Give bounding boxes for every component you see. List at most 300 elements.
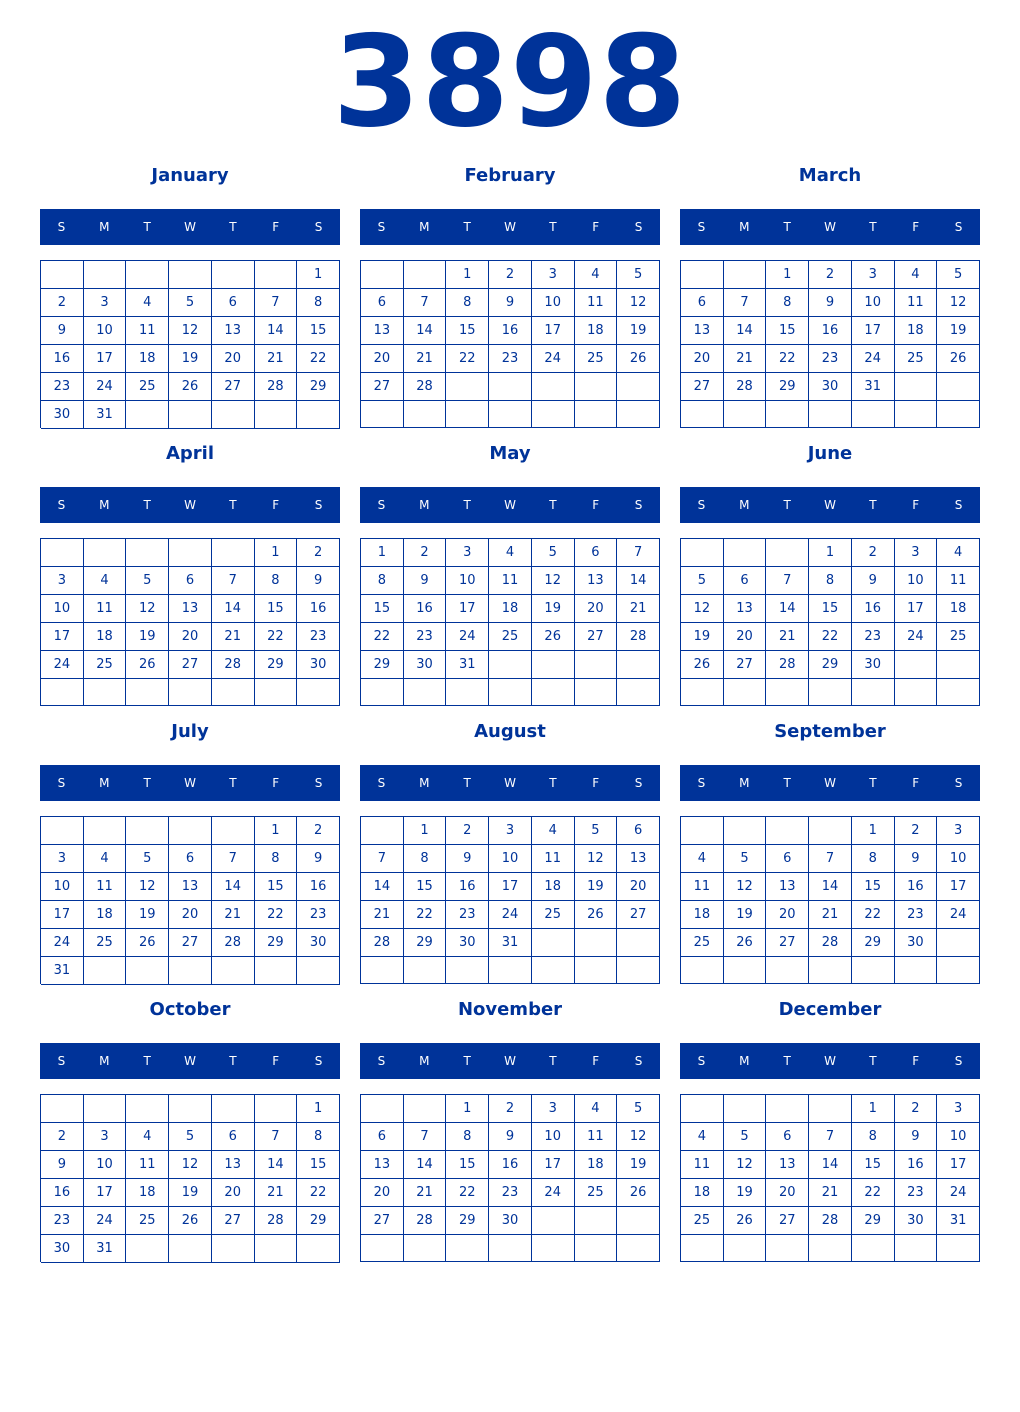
day-cell: 23 xyxy=(489,1179,532,1207)
day-cell: 19 xyxy=(937,317,980,345)
day-cell: 22 xyxy=(852,901,895,929)
empty-day-cell xyxy=(724,817,767,845)
day-cell: 22 xyxy=(446,345,489,373)
empty-day-cell xyxy=(809,957,852,984)
day-cell: 28 xyxy=(724,373,767,401)
weekday-label: S xyxy=(697,776,706,790)
day-cell: 5 xyxy=(169,1123,212,1151)
weekday-label: M xyxy=(99,776,110,790)
empty-day-cell xyxy=(724,957,767,984)
day-cell: 24 xyxy=(895,623,938,651)
empty-day-cell xyxy=(575,929,618,957)
day-cell: 5 xyxy=(724,1123,767,1151)
weekday-label: W xyxy=(504,498,516,512)
day-cell: 26 xyxy=(126,651,169,679)
day-cell: 14 xyxy=(361,873,404,901)
day-cell: 22 xyxy=(404,901,447,929)
day-cell: 23 xyxy=(809,345,852,373)
day-cell: 7 xyxy=(255,1123,298,1151)
day-cell: 3 xyxy=(41,845,84,873)
weekday-label: F xyxy=(912,776,920,790)
empty-day-cell xyxy=(84,539,127,567)
empty-day-cell xyxy=(575,957,618,984)
weekday-header xyxy=(680,1043,980,1079)
day-cell: 26 xyxy=(575,901,618,929)
day-cell: 25 xyxy=(937,623,980,651)
empty-day-cell xyxy=(895,651,938,679)
weekday-label: S xyxy=(634,498,643,512)
day-cell: 21 xyxy=(724,345,767,373)
day-cell: 24 xyxy=(446,623,489,651)
weekday-header xyxy=(360,1043,660,1079)
day-cell: 11 xyxy=(681,873,724,901)
day-cell: 14 xyxy=(255,1151,298,1179)
empty-day-cell xyxy=(404,679,447,706)
empty-day-cell xyxy=(766,539,809,567)
day-cell: 29 xyxy=(766,373,809,401)
day-cell: 22 xyxy=(361,623,404,651)
empty-day-cell xyxy=(126,261,169,289)
day-cell: 4 xyxy=(489,539,532,567)
weekday-header xyxy=(680,765,980,801)
day-cell: 12 xyxy=(937,289,980,317)
empty-day-cell xyxy=(41,817,84,845)
day-cell: 15 xyxy=(766,317,809,345)
day-cell: 9 xyxy=(297,567,340,595)
weekday-label: F xyxy=(272,498,280,512)
empty-day-cell xyxy=(212,539,255,567)
day-cell: 8 xyxy=(297,1123,340,1151)
empty-day-cell xyxy=(41,679,84,706)
day-cell: 2 xyxy=(41,1123,84,1151)
day-cell: 11 xyxy=(126,317,169,345)
empty-day-cell xyxy=(895,679,938,706)
day-cell: 1 xyxy=(361,539,404,567)
day-cell: 28 xyxy=(617,623,660,651)
day-cell: 15 xyxy=(361,595,404,623)
day-grid xyxy=(40,260,340,428)
day-grid xyxy=(360,260,660,428)
day-cell: 8 xyxy=(852,1123,895,1151)
empty-day-cell xyxy=(169,679,212,706)
weekday-label: W xyxy=(184,498,196,512)
day-cell: 17 xyxy=(532,317,575,345)
empty-day-cell xyxy=(446,373,489,401)
empty-day-cell xyxy=(84,957,127,985)
weekday-header xyxy=(40,209,340,245)
empty-day-cell xyxy=(255,401,298,429)
day-cell: 8 xyxy=(446,289,489,317)
day-cell: 26 xyxy=(617,345,660,373)
day-cell: 29 xyxy=(361,651,404,679)
day-cell: 13 xyxy=(681,317,724,345)
weekday-label: T xyxy=(869,220,877,234)
day-cell: 27 xyxy=(361,373,404,401)
weekday-label: W xyxy=(824,776,836,790)
day-cell: 3 xyxy=(489,817,532,845)
day-cell: 25 xyxy=(489,623,532,651)
day-cell: 18 xyxy=(84,901,127,929)
day-cell: 2 xyxy=(297,539,340,567)
day-cell: 5 xyxy=(617,1095,660,1123)
month-name: November xyxy=(457,999,563,1020)
month-name: October xyxy=(149,999,231,1020)
weekday-label: T xyxy=(143,776,151,790)
day-cell: 27 xyxy=(212,1207,255,1235)
day-cell: 22 xyxy=(809,623,852,651)
empty-day-cell xyxy=(724,261,767,289)
day-cell: 2 xyxy=(809,261,852,289)
day-cell: 17 xyxy=(84,345,127,373)
weekday-label: T xyxy=(549,498,557,512)
day-cell: 24 xyxy=(84,1207,127,1235)
day-cell: 12 xyxy=(681,595,724,623)
day-cell: 6 xyxy=(766,845,809,873)
weekday-label: T xyxy=(143,498,151,512)
day-cell: 4 xyxy=(84,845,127,873)
day-cell: 16 xyxy=(809,317,852,345)
weekday-label: S xyxy=(57,776,66,790)
weekday-label: F xyxy=(912,498,920,512)
empty-day-cell xyxy=(212,817,255,845)
day-cell: 13 xyxy=(361,1151,404,1179)
day-cell: 19 xyxy=(169,345,212,373)
day-cell: 24 xyxy=(489,901,532,929)
day-cell: 20 xyxy=(724,623,767,651)
empty-day-cell xyxy=(937,957,980,984)
weekday-label: F xyxy=(912,1054,920,1068)
empty-day-cell xyxy=(766,817,809,845)
empty-day-cell xyxy=(41,539,84,567)
empty-day-cell xyxy=(575,1235,618,1262)
day-cell: 23 xyxy=(489,345,532,373)
day-cell: 1 xyxy=(766,261,809,289)
empty-day-cell xyxy=(617,651,660,679)
day-cell: 7 xyxy=(212,567,255,595)
weekday-label: S xyxy=(314,220,323,234)
day-cell: 22 xyxy=(852,1179,895,1207)
empty-day-cell xyxy=(575,373,618,401)
empty-day-cell xyxy=(724,401,767,428)
day-cell: 10 xyxy=(446,567,489,595)
day-cell: 14 xyxy=(404,317,447,345)
empty-day-cell xyxy=(852,401,895,428)
day-cell: 31 xyxy=(489,929,532,957)
weekday-label: T xyxy=(783,498,791,512)
empty-day-cell xyxy=(84,1095,127,1123)
day-cell: 7 xyxy=(404,289,447,317)
weekday-label: T xyxy=(463,220,471,234)
empty-day-cell xyxy=(852,1235,895,1262)
day-cell: 4 xyxy=(895,261,938,289)
weekday-label: T xyxy=(229,220,237,234)
day-cell: 19 xyxy=(126,623,169,651)
day-grid xyxy=(40,1094,340,1262)
weekday-label: S xyxy=(954,220,963,234)
day-cell: 25 xyxy=(532,901,575,929)
day-cell: 24 xyxy=(41,651,84,679)
day-cell: 28 xyxy=(212,929,255,957)
weekday-header xyxy=(40,1043,340,1079)
weekday-label: F xyxy=(592,498,600,512)
empty-day-cell xyxy=(361,817,404,845)
day-cell: 26 xyxy=(724,1207,767,1235)
empty-day-cell xyxy=(169,539,212,567)
day-cell: 21 xyxy=(212,623,255,651)
day-grid xyxy=(360,816,660,984)
empty-day-cell xyxy=(809,1235,852,1262)
day-cell: 10 xyxy=(937,1123,980,1151)
day-cell: 12 xyxy=(617,289,660,317)
day-cell: 8 xyxy=(852,845,895,873)
day-cell: 7 xyxy=(766,567,809,595)
day-cell: 6 xyxy=(361,289,404,317)
day-cell: 22 xyxy=(297,345,340,373)
day-cell: 30 xyxy=(809,373,852,401)
day-cell: 17 xyxy=(937,873,980,901)
day-cell: 8 xyxy=(255,567,298,595)
day-cell: 16 xyxy=(895,873,938,901)
day-cell: 17 xyxy=(532,1151,575,1179)
day-cell: 1 xyxy=(809,539,852,567)
day-cell: 20 xyxy=(361,345,404,373)
empty-day-cell xyxy=(361,957,404,984)
empty-day-cell xyxy=(169,1235,212,1263)
day-cell: 9 xyxy=(895,1123,938,1151)
day-cell: 25 xyxy=(84,929,127,957)
day-cell: 4 xyxy=(84,567,127,595)
empty-day-cell xyxy=(84,679,127,706)
weekday-header xyxy=(360,487,660,523)
weekday-label: T xyxy=(869,1054,877,1068)
empty-day-cell xyxy=(361,261,404,289)
day-cell: 16 xyxy=(404,595,447,623)
day-cell: 20 xyxy=(361,1179,404,1207)
day-cell: 16 xyxy=(297,595,340,623)
day-grid xyxy=(680,538,980,706)
day-cell: 30 xyxy=(895,929,938,957)
weekday-label: T xyxy=(549,220,557,234)
empty-day-cell xyxy=(617,401,660,428)
day-cell: 8 xyxy=(297,289,340,317)
day-cell: 21 xyxy=(212,901,255,929)
day-cell: 30 xyxy=(404,651,447,679)
day-cell: 19 xyxy=(126,901,169,929)
day-cell: 13 xyxy=(169,873,212,901)
day-cell: 28 xyxy=(255,373,298,401)
day-cell: 18 xyxy=(84,623,127,651)
weekday-label: S xyxy=(634,776,643,790)
day-cell: 8 xyxy=(255,845,298,873)
day-cell: 28 xyxy=(404,1207,447,1235)
day-cell: 8 xyxy=(446,1123,489,1151)
day-cell: 6 xyxy=(212,289,255,317)
day-cell: 16 xyxy=(446,873,489,901)
empty-day-cell xyxy=(212,261,255,289)
day-cell: 3 xyxy=(532,261,575,289)
day-cell: 28 xyxy=(361,929,404,957)
empty-day-cell xyxy=(809,1095,852,1123)
day-cell: 22 xyxy=(255,901,298,929)
day-cell: 13 xyxy=(169,595,212,623)
empty-day-cell xyxy=(489,401,532,428)
weekday-label: S xyxy=(954,776,963,790)
day-cell: 30 xyxy=(297,651,340,679)
empty-day-cell xyxy=(575,679,618,706)
day-cell: 29 xyxy=(255,929,298,957)
day-cell: 12 xyxy=(126,873,169,901)
day-cell: 17 xyxy=(852,317,895,345)
empty-day-cell xyxy=(766,957,809,984)
weekday-label: T xyxy=(463,776,471,790)
month-name: June xyxy=(807,443,853,464)
empty-day-cell xyxy=(852,957,895,984)
day-cell: 18 xyxy=(575,317,618,345)
day-cell: 13 xyxy=(617,845,660,873)
empty-day-cell xyxy=(809,679,852,706)
weekday-header xyxy=(360,765,660,801)
day-cell: 2 xyxy=(297,817,340,845)
day-cell: 9 xyxy=(852,567,895,595)
day-cell: 26 xyxy=(126,929,169,957)
weekday-label: S xyxy=(314,1054,323,1068)
empty-day-cell xyxy=(255,261,298,289)
day-cell: 2 xyxy=(489,261,532,289)
day-cell: 26 xyxy=(681,651,724,679)
day-cell: 28 xyxy=(255,1207,298,1235)
day-cell: 15 xyxy=(446,317,489,345)
day-cell: 26 xyxy=(617,1179,660,1207)
day-cell: 20 xyxy=(766,901,809,929)
day-grid xyxy=(40,816,340,984)
day-cell: 3 xyxy=(84,289,127,317)
empty-day-cell xyxy=(361,1235,404,1262)
day-cell: 6 xyxy=(766,1123,809,1151)
day-cell: 3 xyxy=(84,1123,127,1151)
day-cell: 7 xyxy=(361,845,404,873)
day-cell: 3 xyxy=(937,817,980,845)
day-cell: 14 xyxy=(617,567,660,595)
weekday-label: T xyxy=(229,776,237,790)
day-cell: 16 xyxy=(489,1151,532,1179)
month-name: September xyxy=(774,721,886,742)
day-cell: 29 xyxy=(255,651,298,679)
day-cell: 20 xyxy=(766,1179,809,1207)
day-cell: 10 xyxy=(532,289,575,317)
day-cell: 30 xyxy=(852,651,895,679)
day-cell: 8 xyxy=(766,289,809,317)
day-cell: 1 xyxy=(404,817,447,845)
weekday-label: T xyxy=(869,498,877,512)
empty-day-cell xyxy=(681,957,724,984)
weekday-label: S xyxy=(634,220,643,234)
day-cell: 18 xyxy=(681,1179,724,1207)
empty-day-cell xyxy=(681,1235,724,1262)
weekday-label: W xyxy=(504,220,516,234)
empty-day-cell xyxy=(404,1235,447,1262)
empty-day-cell xyxy=(724,679,767,706)
day-cell: 11 xyxy=(575,289,618,317)
empty-day-cell xyxy=(41,261,84,289)
day-cell: 24 xyxy=(937,901,980,929)
empty-day-cell xyxy=(617,929,660,957)
day-cell: 10 xyxy=(895,567,938,595)
day-cell: 5 xyxy=(937,261,980,289)
day-cell: 25 xyxy=(126,373,169,401)
day-cell: 29 xyxy=(297,373,340,401)
day-cell: 13 xyxy=(724,595,767,623)
day-cell: 23 xyxy=(297,901,340,929)
day-cell: 11 xyxy=(126,1151,169,1179)
empty-day-cell xyxy=(126,401,169,429)
day-cell: 27 xyxy=(169,651,212,679)
month-name: May xyxy=(489,443,531,464)
empty-day-cell xyxy=(126,957,169,985)
day-cell: 10 xyxy=(84,317,127,345)
day-cell: 4 xyxy=(575,261,618,289)
day-cell: 10 xyxy=(489,845,532,873)
day-cell: 12 xyxy=(724,1151,767,1179)
day-cell: 7 xyxy=(255,289,298,317)
empty-day-cell xyxy=(937,679,980,706)
day-cell: 11 xyxy=(895,289,938,317)
day-cell: 18 xyxy=(681,901,724,929)
day-cell: 25 xyxy=(681,1207,724,1235)
empty-day-cell xyxy=(297,1235,340,1263)
day-cell: 10 xyxy=(532,1123,575,1151)
empty-day-cell xyxy=(297,957,340,985)
weekday-label: M xyxy=(99,1054,110,1068)
day-cell: 22 xyxy=(446,1179,489,1207)
day-cell: 6 xyxy=(681,289,724,317)
day-cell: 10 xyxy=(84,1151,127,1179)
day-cell: 7 xyxy=(809,845,852,873)
day-cell: 25 xyxy=(681,929,724,957)
day-cell: 21 xyxy=(809,1179,852,1207)
empty-day-cell xyxy=(766,1235,809,1262)
day-cell: 5 xyxy=(169,289,212,317)
empty-day-cell xyxy=(809,817,852,845)
day-cell: 13 xyxy=(766,1151,809,1179)
day-cell: 24 xyxy=(937,1179,980,1207)
weekday-label: S xyxy=(57,220,66,234)
day-cell: 18 xyxy=(489,595,532,623)
day-cell: 11 xyxy=(575,1123,618,1151)
day-cell: 22 xyxy=(255,623,298,651)
day-cell: 8 xyxy=(361,567,404,595)
day-cell: 12 xyxy=(724,873,767,901)
day-grid xyxy=(40,538,340,706)
day-cell: 6 xyxy=(169,567,212,595)
weekday-label: S xyxy=(954,1054,963,1068)
day-cell: 6 xyxy=(361,1123,404,1151)
empty-day-cell xyxy=(532,1207,575,1235)
day-cell: 23 xyxy=(852,623,895,651)
empty-day-cell xyxy=(126,1095,169,1123)
day-cell: 17 xyxy=(84,1179,127,1207)
weekday-label: M xyxy=(739,220,750,234)
day-cell: 9 xyxy=(41,1151,84,1179)
empty-day-cell xyxy=(446,679,489,706)
day-cell: 28 xyxy=(766,651,809,679)
day-cell: 9 xyxy=(809,289,852,317)
day-cell: 13 xyxy=(575,567,618,595)
empty-day-cell xyxy=(255,957,298,985)
day-cell: 5 xyxy=(681,567,724,595)
day-cell: 12 xyxy=(169,1151,212,1179)
day-cell: 22 xyxy=(766,345,809,373)
weekday-label: T xyxy=(143,1054,151,1068)
